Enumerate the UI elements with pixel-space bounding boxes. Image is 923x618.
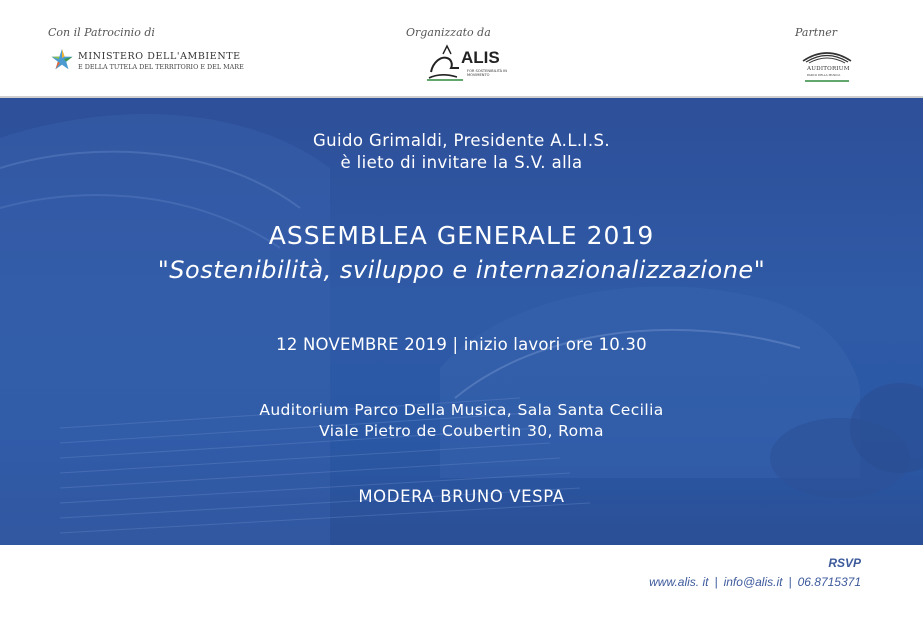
patronage-label: Con il Patrocinio di	[48, 26, 155, 39]
event-title: ASSEMBLEA GENERALE 2019	[268, 221, 655, 250]
invitation-line-1: Guido Grimaldi, Presidente A.L.I.S.	[313, 131, 610, 150]
auditorium-logo-subtext: PARCO DELLA MUSICA	[807, 73, 841, 77]
rsvp-label: RSVP	[828, 556, 861, 570]
website-link[interactable]: www.alis. it	[649, 575, 709, 589]
organizer-label: Organizzato da	[406, 26, 491, 39]
separator: |	[788, 575, 792, 589]
event-moderator: MODERA BRUNO VESPA	[358, 487, 565, 506]
event-subtitle: "Sostenibilità, sviluppo e internazionalizzazione"	[157, 256, 766, 284]
alis-logo-text: ALIS	[461, 48, 500, 67]
event-date: 12 NOVEMBRE 2019 | inizio lavori ore 10.30	[276, 335, 647, 354]
ministry-logo	[50, 48, 250, 74]
auditorium-logo-text: AUDITORIUM	[807, 66, 850, 72]
alis-logo	[425, 42, 505, 84]
alis-logo-subtext: FOR SOSTENIBILITÀ IN MOVIMENTO	[467, 69, 507, 77]
contact-line	[649, 575, 861, 589]
venue-line-2: Viale Pietro de Coubertin 30, Roma	[319, 422, 604, 440]
separator: |	[714, 575, 718, 589]
auditorium-logo	[799, 47, 855, 87]
ministry-subtitle: E DELLA TUTELA DEL TERRITORIO E DEL MARE	[78, 63, 244, 71]
partner-label: Partner	[795, 26, 837, 39]
email-link[interactable]: info@alis.it	[723, 575, 783, 589]
header	[0, 0, 923, 97]
ministry-name: MINISTERO DELL'AMBIENTE	[78, 51, 241, 62]
invitation-intro	[0, 130, 923, 174]
venue-line-1: Auditorium Parco Della Musica, Sala Santa Cecilia	[259, 401, 664, 419]
event-venue	[0, 400, 923, 442]
ministry-star-icon	[50, 48, 74, 72]
phone-number: 06.8715371	[797, 575, 861, 589]
invitation-line-2: è lieto di invitare la S.V. alla	[340, 153, 583, 172]
invitation-banner	[0, 98, 923, 545]
